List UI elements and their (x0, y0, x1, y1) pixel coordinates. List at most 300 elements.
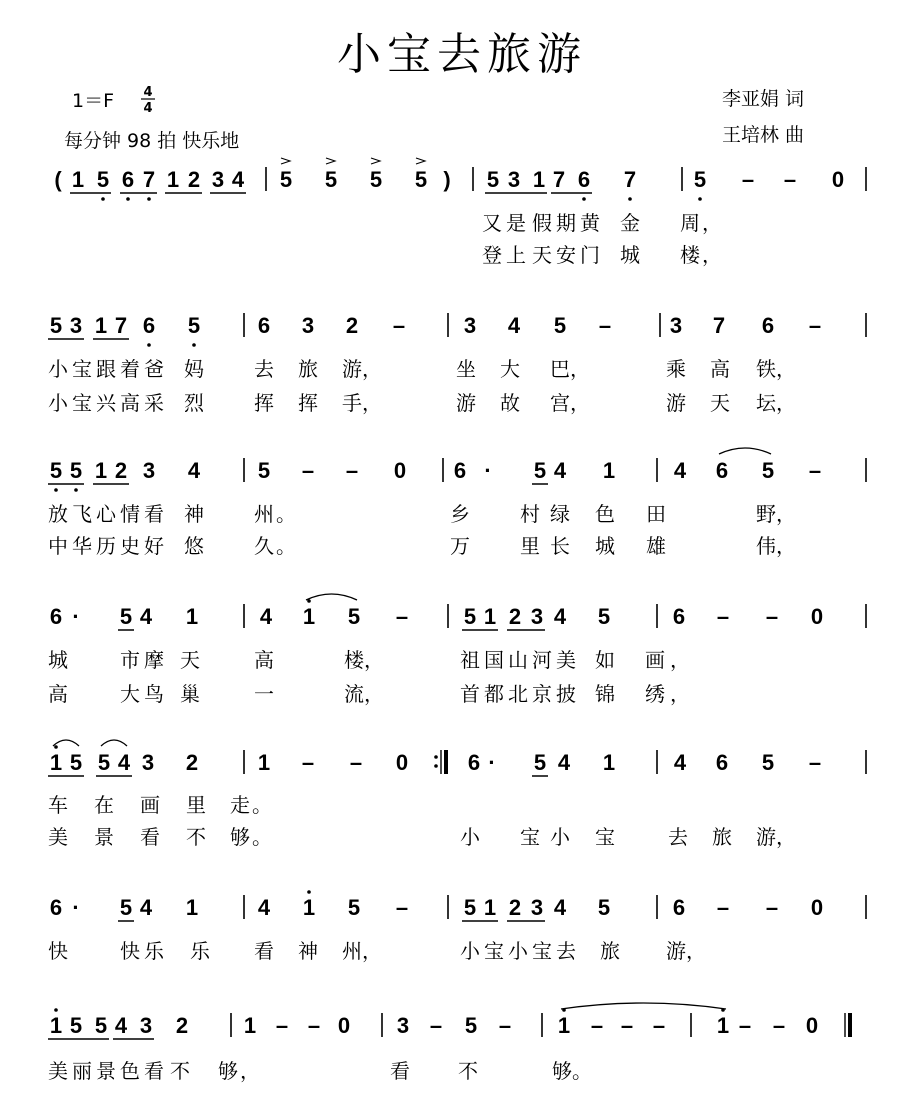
low-octave-dot (126, 197, 130, 201)
note: 5 (347, 604, 361, 629)
lyric-char: 绿 (550, 502, 570, 526)
low-octave-dot (101, 197, 105, 201)
lyric-char: 祖 (460, 648, 480, 672)
note: 2 (508, 895, 522, 920)
lyric-char: 坛 (756, 391, 776, 415)
lyric-char: 画 (645, 648, 665, 672)
lyric-char: 安 (556, 243, 576, 267)
key-signature: 1＝F (72, 90, 115, 112)
low-octave-dot (147, 343, 151, 347)
lyric-char: 够 (218, 1059, 238, 1083)
lyric-char: 车 (48, 793, 68, 817)
note: 1 (557, 1013, 571, 1038)
high-octave-dot (54, 745, 58, 749)
song-title: 小宝去旅游 (337, 29, 587, 80)
lyric-char: 田 (646, 502, 666, 526)
lyric-char: 里 (186, 793, 206, 817)
note: 5 (187, 313, 201, 338)
lyric-char: 不 (186, 825, 206, 849)
high-octave-dot (54, 1008, 58, 1012)
lyric-char: 看 (144, 502, 164, 526)
lyric-char: 神 (298, 939, 318, 963)
lyric-char: 高 (254, 648, 274, 672)
lyric-char: 游 (456, 391, 476, 415)
note: 1 (483, 604, 497, 629)
slur (719, 448, 771, 454)
lyric-char: 去 (668, 825, 688, 849)
note: 4 (553, 604, 567, 629)
note: 5 (553, 313, 567, 338)
dot-extension: · (72, 604, 80, 629)
note: 5 (369, 167, 383, 192)
dash-extension: – (652, 1013, 666, 1038)
note: 4 (259, 604, 273, 629)
lyric-char: 着 (120, 357, 140, 381)
lyric-char: 旅 (298, 357, 318, 381)
note: 1 (94, 313, 108, 338)
accent-mark (326, 158, 335, 164)
lyric-char: 丽 (72, 1059, 92, 1083)
dash-extension: – (275, 1013, 289, 1038)
lyric-char: 快 (120, 939, 140, 963)
note: 0 (810, 895, 824, 920)
lyric-char: 鸟 (144, 682, 164, 706)
note: 5 (257, 458, 271, 483)
note: 1 (71, 167, 85, 192)
note: 1 (94, 458, 108, 483)
dot-extension: · (484, 458, 492, 483)
note: 0 (337, 1013, 351, 1038)
lyric-char: 楼 (344, 648, 364, 672)
note: 4 (673, 458, 687, 483)
lyric-char: 游 (342, 357, 362, 381)
note: 5 (69, 1013, 83, 1038)
note: 3 (396, 1013, 410, 1038)
lyric-char: 。 (252, 825, 272, 849)
note: 5 (486, 167, 500, 192)
lyric-char: 铁 (756, 357, 776, 381)
lyric-char: 黄 (580, 211, 600, 235)
high-octave-dot (307, 890, 311, 894)
lyric-char: 史 (120, 534, 140, 558)
lyric-char: ， (776, 357, 796, 381)
lyric-char: 绣 (645, 682, 665, 706)
note: 3 (142, 458, 156, 483)
low-octave-dot (628, 197, 632, 201)
lyric-char: 不 (458, 1059, 478, 1083)
note: 5 (49, 313, 63, 338)
note: 3 (669, 313, 683, 338)
lyric-char: 悠 (184, 534, 204, 558)
lyric-char: ， (776, 502, 796, 526)
note: 2 (508, 604, 522, 629)
note: 4 (187, 458, 201, 483)
note: 5 (463, 604, 477, 629)
note: 3 (139, 1013, 153, 1038)
note: 0 (805, 1013, 819, 1038)
dash-extension: – (716, 895, 730, 920)
note: 0 (810, 604, 824, 629)
note: 4 (557, 750, 571, 775)
lyric-char: 高 (710, 357, 730, 381)
note: 6 (715, 750, 729, 775)
note: 7 (712, 313, 726, 338)
dash-extension: – (301, 458, 315, 483)
note: 6 (142, 313, 156, 338)
lyric-char: 去 (254, 357, 274, 381)
lyric-char: 不 (170, 1059, 190, 1083)
lyric-char: 小 (508, 939, 528, 963)
dash-extension: – (620, 1013, 634, 1038)
note: 6 (715, 458, 729, 483)
lyric-char: ， (702, 211, 722, 235)
lyric-char: 宝 (484, 939, 504, 963)
lyric-char: 披 (556, 682, 576, 706)
note: 6 (467, 750, 481, 775)
note: 6 (49, 895, 63, 920)
lyric-char: 挥 (298, 391, 318, 415)
lyric-char: 如 (595, 648, 615, 672)
low-octave-dot (582, 197, 586, 201)
svg-text:4: 4 (143, 85, 153, 100)
dash-extension: – (349, 750, 363, 775)
dash-extension: – (772, 1013, 786, 1038)
dash-extension: – (429, 1013, 443, 1038)
lyric-char: 城 (48, 648, 68, 672)
lyric-char: ， (362, 391, 382, 415)
lyric-char: 乡 (450, 502, 470, 526)
lyric-char: 宝 (72, 391, 92, 415)
note: 4 (257, 895, 271, 920)
dash-extension: – (301, 750, 315, 775)
lyric-char: 山 (508, 648, 528, 672)
lyric-char: 够 (230, 825, 250, 849)
lyric-char: 美 (48, 1059, 68, 1083)
lyric-char: 兴 (96, 391, 116, 415)
lyric-char: ， (776, 391, 796, 415)
lyric-char: 画 (140, 793, 160, 817)
dash-extension: – (716, 604, 730, 629)
note: 0 (831, 167, 845, 192)
lyric-char: 小 (460, 939, 480, 963)
lyric-char: 高 (48, 682, 68, 706)
note: 0 (393, 458, 407, 483)
lyric-char: 宝 (532, 939, 552, 963)
dash-extension: – (498, 1013, 512, 1038)
svg-text:4: 4 (143, 101, 153, 114)
lyric-char: 摩 (144, 648, 164, 672)
note: 1 (302, 895, 316, 920)
note: 5 (97, 750, 111, 775)
note: 1 (49, 750, 63, 775)
lyric-char: 小 (550, 825, 570, 849)
lyric-char: 天 (180, 648, 200, 672)
note: 3 (530, 604, 544, 629)
note: 5 (119, 895, 133, 920)
lyric-char: 采 (144, 391, 164, 415)
note: 5 (414, 167, 428, 192)
lyric-char: ， (670, 648, 690, 672)
low-octave-dot (192, 343, 196, 347)
note: 3 (507, 167, 521, 192)
paren: ) (443, 167, 451, 192)
lyric-char: 河 (532, 648, 552, 672)
lyric-char: 宫 (550, 391, 570, 415)
lyric-char: 放 (48, 502, 68, 526)
lyric-char: 游 (756, 825, 776, 849)
lyric-char: 看 (144, 1059, 164, 1083)
note: 5 (94, 1013, 108, 1038)
note: 1 (483, 895, 497, 920)
final-barline-thick (848, 1013, 852, 1037)
lyric-char: 。 (252, 793, 272, 817)
note: 0 (395, 750, 409, 775)
note: 3 (530, 895, 544, 920)
tempo-marking: 每分钟 98 拍 快乐地 (64, 130, 240, 152)
note: 1 (166, 167, 180, 192)
note: 7 (142, 167, 156, 192)
note: 6 (121, 167, 135, 192)
lyric-char: ， (362, 939, 382, 963)
lyric-char: ， (364, 682, 384, 706)
lyric-char: 村 (520, 502, 540, 526)
lyric-char: 乐 (144, 939, 164, 963)
lyric-char: 北 (508, 682, 528, 706)
note: 3 (141, 750, 155, 775)
lyric-char: 登 (482, 243, 502, 267)
lyric-char: 故 (500, 391, 520, 415)
note: 5 (761, 458, 775, 483)
note: 2 (187, 167, 201, 192)
lyric-char: 天 (710, 391, 730, 415)
note: 5 (69, 458, 83, 483)
note: 4 (507, 313, 521, 338)
note: 1 (185, 895, 199, 920)
lyric-char: 假 (532, 211, 552, 235)
note: 4 (231, 167, 245, 192)
note: 6 (453, 458, 467, 483)
note: 1 (302, 604, 316, 629)
dash-extension: – (808, 750, 822, 775)
lyric-char: 门 (580, 243, 600, 267)
note: 3 (211, 167, 225, 192)
slur (561, 1003, 726, 1009)
note: 5 (119, 604, 133, 629)
lyric-char: 锦 (595, 682, 615, 706)
note: 5 (347, 895, 361, 920)
note: 2 (114, 458, 128, 483)
lyric-char: 伟 (756, 534, 776, 558)
note: 2 (345, 313, 359, 338)
note: 4 (117, 750, 131, 775)
lyric-char: 好 (144, 534, 164, 558)
note: 2 (185, 750, 199, 775)
note: 2 (175, 1013, 189, 1038)
slur (306, 594, 357, 600)
lyric-char: ， (702, 243, 722, 267)
repeat-dot (434, 755, 438, 759)
lyric-char: 乐 (190, 939, 210, 963)
lyric-char: 美 (556, 648, 576, 672)
lyric-char: 长 (550, 534, 570, 558)
accent-mark (416, 158, 425, 164)
lyric-char: 游 (666, 939, 686, 963)
dash-extension: – (395, 895, 409, 920)
note: 5 (597, 604, 611, 629)
lyric-char: 野 (756, 502, 776, 526)
note: 1 (602, 458, 616, 483)
lyric-char: 州 (254, 502, 274, 526)
note: 7 (114, 313, 128, 338)
lyric-char: 上 (506, 243, 526, 267)
note: 5 (279, 167, 293, 192)
lyric-char: ， (364, 648, 384, 672)
lyric-char: 首 (460, 682, 480, 706)
lyric-char: 够 (552, 1059, 572, 1083)
lyric-char: 雄 (646, 534, 666, 558)
lyric-char: 历 (96, 534, 116, 558)
lyric-char: 景 (94, 825, 114, 849)
dash-extension: – (590, 1013, 604, 1038)
lyric-char: 看 (140, 825, 160, 849)
lyric-char: 色 (120, 1059, 140, 1083)
lyric-char: 金 (620, 211, 640, 235)
note: 7 (552, 167, 566, 192)
note: 5 (693, 167, 707, 192)
lyric-char: 国 (484, 648, 504, 672)
note: 1 (532, 167, 546, 192)
note: 4 (139, 604, 153, 629)
lyric-char: 流 (344, 682, 364, 706)
dot-extension: · (488, 750, 496, 775)
low-octave-dot (147, 197, 151, 201)
lyric-char: 旅 (712, 825, 732, 849)
lyric-char: 快 (48, 939, 68, 963)
note: 1 (602, 750, 616, 775)
lyric-char: 天 (532, 243, 552, 267)
lyric-char: ， (776, 825, 796, 849)
lyric-char: 大 (120, 682, 140, 706)
note: 5 (464, 1013, 478, 1038)
lyric-char: 中 (48, 534, 68, 558)
lyric-char: 宝 (595, 825, 615, 849)
note: 7 (623, 167, 637, 192)
lyric-char: ， (570, 391, 590, 415)
lyric-char: 又 (482, 211, 502, 235)
lyric-char: 小 (48, 391, 68, 415)
dash-extension: – (741, 167, 755, 192)
low-octave-dot (74, 488, 78, 492)
dash-extension: – (345, 458, 359, 483)
note: 1 (49, 1013, 63, 1038)
note: 6 (257, 313, 271, 338)
dash-extension: – (808, 313, 822, 338)
note: 5 (324, 167, 338, 192)
dash-extension: – (808, 458, 822, 483)
lyric-char: 城 (620, 243, 640, 267)
repeat-barline-thick (444, 750, 448, 774)
slur (53, 740, 79, 746)
lyric-char: 期 (556, 211, 576, 235)
paren: ( (54, 167, 62, 192)
lyric-char: 京 (532, 682, 552, 706)
note: 3 (463, 313, 477, 338)
lyric-char: 。 (276, 502, 296, 526)
lyric-char: 市 (120, 648, 140, 672)
lyric-char: ， (670, 682, 690, 706)
lyric-char: ， (686, 939, 706, 963)
lyric-char: 里 (520, 534, 540, 558)
note: 4 (553, 458, 567, 483)
note: 1 (716, 1013, 730, 1038)
note: 5 (533, 458, 547, 483)
note: 3 (69, 313, 83, 338)
lyric-char: 。 (276, 534, 296, 558)
lyric-char: 万 (450, 534, 470, 558)
lyric-char: 小 (460, 825, 480, 849)
note: 5 (49, 458, 63, 483)
note: 4 (139, 895, 153, 920)
dot-extension: · (72, 895, 80, 920)
note: 1 (257, 750, 271, 775)
repeat-dot (434, 764, 438, 768)
accent-mark (281, 158, 290, 164)
lyric-char: 美 (48, 825, 68, 849)
low-octave-dot (698, 197, 702, 201)
lyric-char: 妈 (184, 357, 204, 381)
dash-extension: – (307, 1013, 321, 1038)
lyric-char: 心 (96, 502, 116, 526)
note: 4 (553, 895, 567, 920)
lyric-char: 是 (506, 211, 526, 235)
dash-extension: – (765, 604, 779, 629)
dash-extension: – (738, 1013, 752, 1038)
lyric-char: 宝 (72, 357, 92, 381)
accent-mark (371, 158, 380, 164)
lyric-char: 手 (342, 391, 362, 415)
dash-extension: – (783, 167, 797, 192)
low-octave-dot (54, 488, 58, 492)
note: 6 (49, 604, 63, 629)
note: 5 (597, 895, 611, 920)
lyric-char: 看 (390, 1059, 410, 1083)
note: 3 (301, 313, 315, 338)
dash-extension: – (392, 313, 406, 338)
note: 5 (761, 750, 775, 775)
lyric-char: 色 (595, 502, 615, 526)
dash-extension: – (598, 313, 612, 338)
lyric-char: 旅 (600, 939, 620, 963)
lyric-char: 楼 (680, 243, 700, 267)
lyric-char: 爸 (144, 357, 164, 381)
note: 6 (761, 313, 775, 338)
lyric-char: 烈 (184, 391, 204, 415)
lyric-char: 跟 (96, 357, 116, 381)
lyric-char: 神 (184, 502, 204, 526)
lyric-char: 飞 (72, 502, 92, 526)
lyric-char: 周 (680, 211, 700, 235)
lyric-char: ， (362, 357, 382, 381)
lyric-char: ， (776, 534, 796, 558)
lyric-char: 游 (666, 391, 686, 415)
lyric-char: 。 (572, 1059, 592, 1083)
note: 5 (533, 750, 547, 775)
lyric-char: 久 (254, 534, 274, 558)
lyricist-credit: 李亚娟 词 (722, 88, 805, 110)
lyric-char: 在 (94, 793, 114, 817)
lyric-char: 华 (72, 534, 92, 558)
lyric-char: 州 (342, 939, 362, 963)
